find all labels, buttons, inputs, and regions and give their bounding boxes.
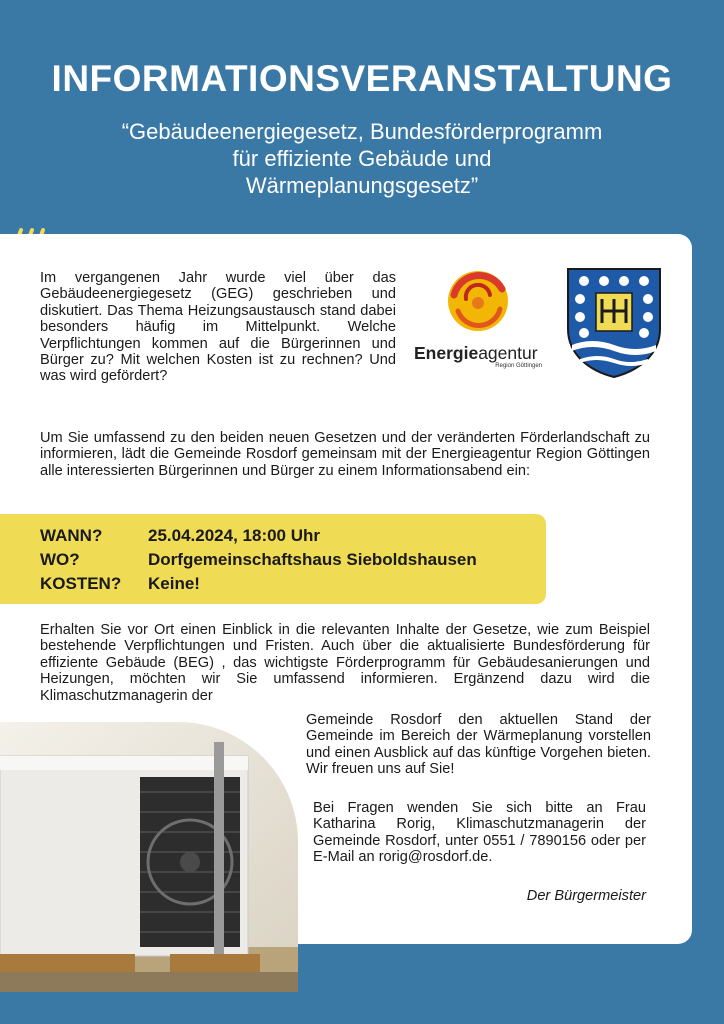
signature: Der Bürgermeister xyxy=(526,888,646,904)
invitation-paragraph: Um Sie umfassend zu den beiden neuen Gesetzen und der veränderten Förderlandschaft zu informieren, lädt die Gemeinde Rosdorf gemeinsam mit der Energieagentur Region Göttingen alle interessierten Bürgerinnen und Bürger zu einem Informationsabend ein: xyxy=(40,430,650,479)
event-where-value: Dorfgemeinschaftshaus Sieboldshausen xyxy=(148,550,477,569)
subtitle-line: Wärmeplanungsgesetz” xyxy=(245,173,479,198)
event-cost-label: KOSTEN? xyxy=(40,574,122,593)
event-when-label: WANN? xyxy=(40,526,103,545)
logo-wordmark xyxy=(414,343,548,364)
event-when-row xyxy=(40,526,320,546)
page-title: INFORMATIONSVERANSTALTUNG xyxy=(51,58,673,99)
event-details-band xyxy=(0,514,546,604)
event-cost-row xyxy=(40,574,200,594)
heat-pump-photo xyxy=(0,722,298,992)
logo-subtitle: Region Göttingen xyxy=(495,363,542,369)
contact-paragraph: Bei Fragen wenden Sie sich bitte an Frau Katharina Rorig, Klimaschutzmanagerin der Gemeinde Rosdorf, unter 0551 / 7890156 oder per E-Mail an rorig@rosdorf.de. xyxy=(313,800,646,866)
details-paragraph-continued: Gemeinde Rosdorf den aktuellen Stand der Gemeinde im Bereich der Wärmeplanung vorstellen und einen Ausblick auf das künftige Vorgehen bieten. Wir freuen uns auf Sie! xyxy=(306,712,651,778)
subtitle-line: für effiziente Gebäude und xyxy=(232,146,492,171)
details-paragraph: Erhalten Sie vor Ort einen Einblick in die relevanten Inhalte der Gesetze, wie zum Beispiel bestehende Verpflichtungen und Fristen. Auch über die aktualisierte Bundesförderung für effiziente Gebäude (BEG) , das wichtigste Förderprogramm für Gebäudesanierungen und Heizungen, möchten wir Sie umfassend informieren. Ergänzend dazu wird die Klimaschutzmanagerin der xyxy=(40,622,650,704)
subtitle xyxy=(60,118,664,199)
logo-wordmark-bold: Energie xyxy=(414,343,479,363)
event-when-value: 25.04.2024, 18:00 Uhr xyxy=(148,526,321,545)
logo-wordmark-light: agentur xyxy=(478,343,538,363)
event-cost-value: Keine! xyxy=(148,574,200,593)
intro-paragraph: Im vergangenen Jahr wurde viel über das Gebäudeenergiegesetz (GEG) geschrieben und diskutiert. Das Thema Heizungsaustausch stand dabei besonders häufig im Mittelpunkt. Welche Verpflichtungen kommen auf die Bürgerinnen und Bürger zu? Mit welchen Kosten ist zu rechnen? Und was wird gefördert? xyxy=(40,270,396,385)
subtitle-line: “Gebäudeenergiegesetz, Bundesförderprogramm xyxy=(121,119,603,144)
event-where-label: WO? xyxy=(40,550,80,569)
event-where-row xyxy=(40,550,477,570)
coat-of-arms-icon xyxy=(566,267,662,379)
